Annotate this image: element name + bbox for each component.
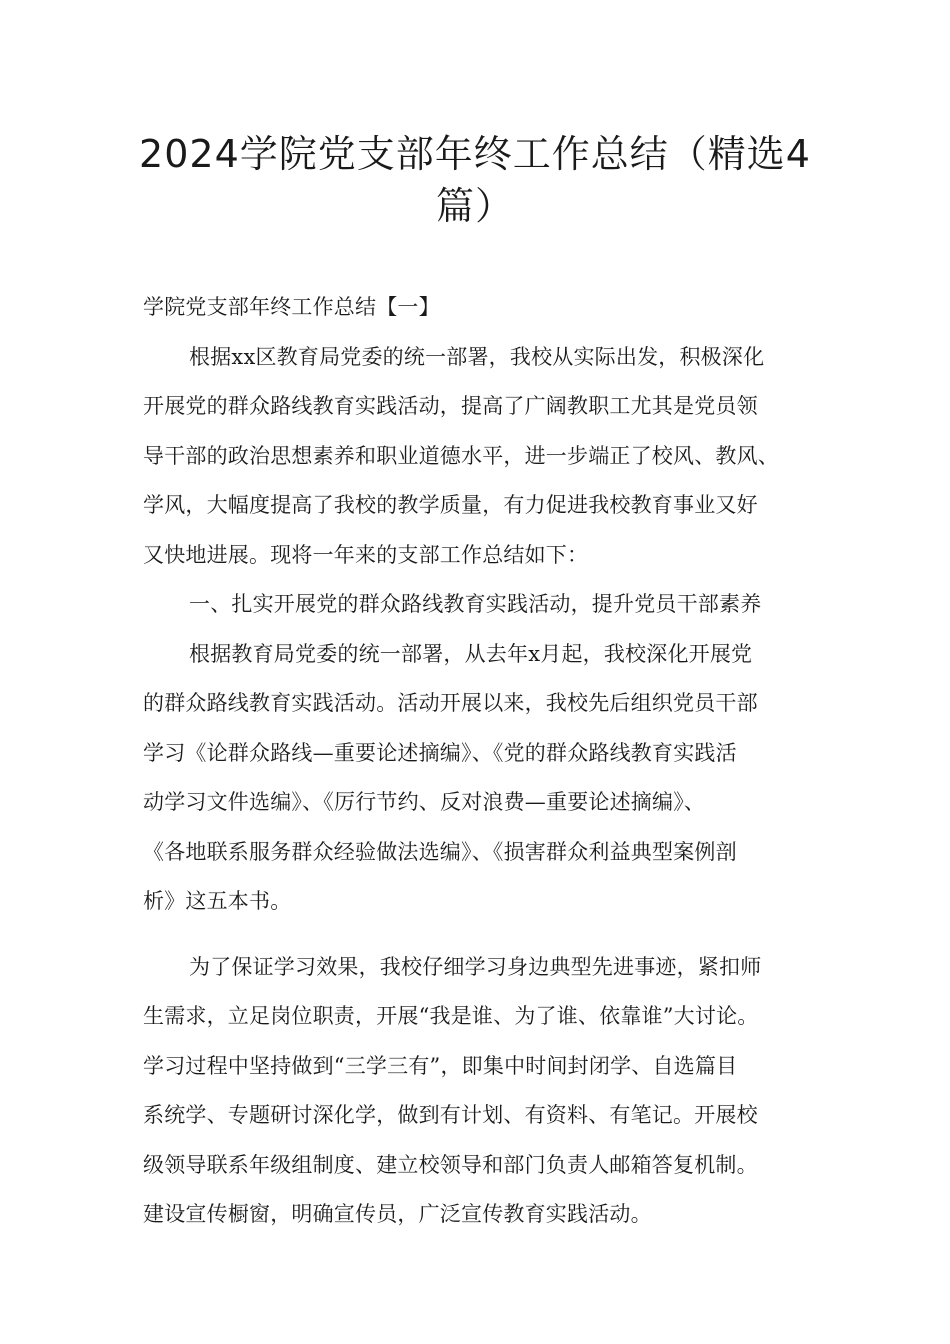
- paragraph-line: 开展党的群众路线教育实践活动，提高了广阔教职工尤其是党员领: [143, 394, 758, 418]
- paragraph-line: 建设宣传橱窗，明确宣传员，广泛宣传教育实践活动。: [143, 1202, 652, 1226]
- paragraph-line: 生需求，立足岗位职责，开展“我是谁、为了谁、依靠谁”大讨论。: [143, 1004, 759, 1028]
- paragraph-gap: [143, 927, 823, 943]
- title-line-2: 篇）: [435, 184, 514, 228]
- paragraph-line: 系统学、专题研讨深化学，做到有计划、有资料、有笔记。开展校: [143, 1103, 758, 1127]
- paragraph-line: 学习过程中坚持做到“三学三有”，即集中时间封闭学、自选篇目: [143, 1053, 738, 1078]
- subheading-1: 一、扎实开展党的群众路线教育实践活动，提升党员干部素养: [189, 592, 762, 616]
- paragraph-line: 《各地联系服务群众经验做法选编》、《损害群众利益典型案例剖: [143, 839, 737, 864]
- paragraph-line: 学习《论群众路线—重要论述摘编》、《党的群众路线教育实践活: [143, 740, 737, 765]
- section-heading: 学院党支部年终工作总结【一】: [143, 295, 440, 319]
- document-body: [143, 283, 823, 1240]
- paragraph-2: [143, 630, 823, 927]
- paragraph-line: 级领导联系年级组制度、建立校领导和部门负责人邮箱答复机制。: [143, 1152, 758, 1177]
- paragraph-line: 的群众路线教育实践活动。活动开展以来，我校先后组织党员干部: [143, 691, 758, 715]
- paragraph-line: 根据xx区教育局党委的统一部署，我校从实际出发，积极深化: [189, 344, 765, 369]
- document-title: [100, 128, 850, 232]
- paragraph-line: 动学习文件选编》、《厉行节约、反对浪费—重要论述摘编》、: [143, 790, 706, 814]
- paragraph-line: 析》这五本书。: [143, 889, 292, 913]
- paragraph-1: [143, 333, 823, 581]
- paragraph-line: 导干部的政治思想素养和职业道德水平，进一步端正了校风、教风、: [143, 443, 779, 468]
- paragraph-line: 根据教育局党委的统一部署，从去年x月起，我校深化开展党: [189, 641, 753, 666]
- paragraph-line: 学风，大幅度提高了我校的教学质量，有力促进我校教育事业又好: [143, 493, 758, 517]
- paragraph-3: [143, 943, 823, 1240]
- title-line-1: 2024学院党支部年终工作总结（精选4: [139, 132, 811, 176]
- paragraph-line: 为了保证学习效果，我校仔细学习身边典型先进事迹，紧扣师: [189, 954, 762, 979]
- paragraph-line: 又快地进展。现将一年来的支部工作总结如下：: [143, 542, 589, 567]
